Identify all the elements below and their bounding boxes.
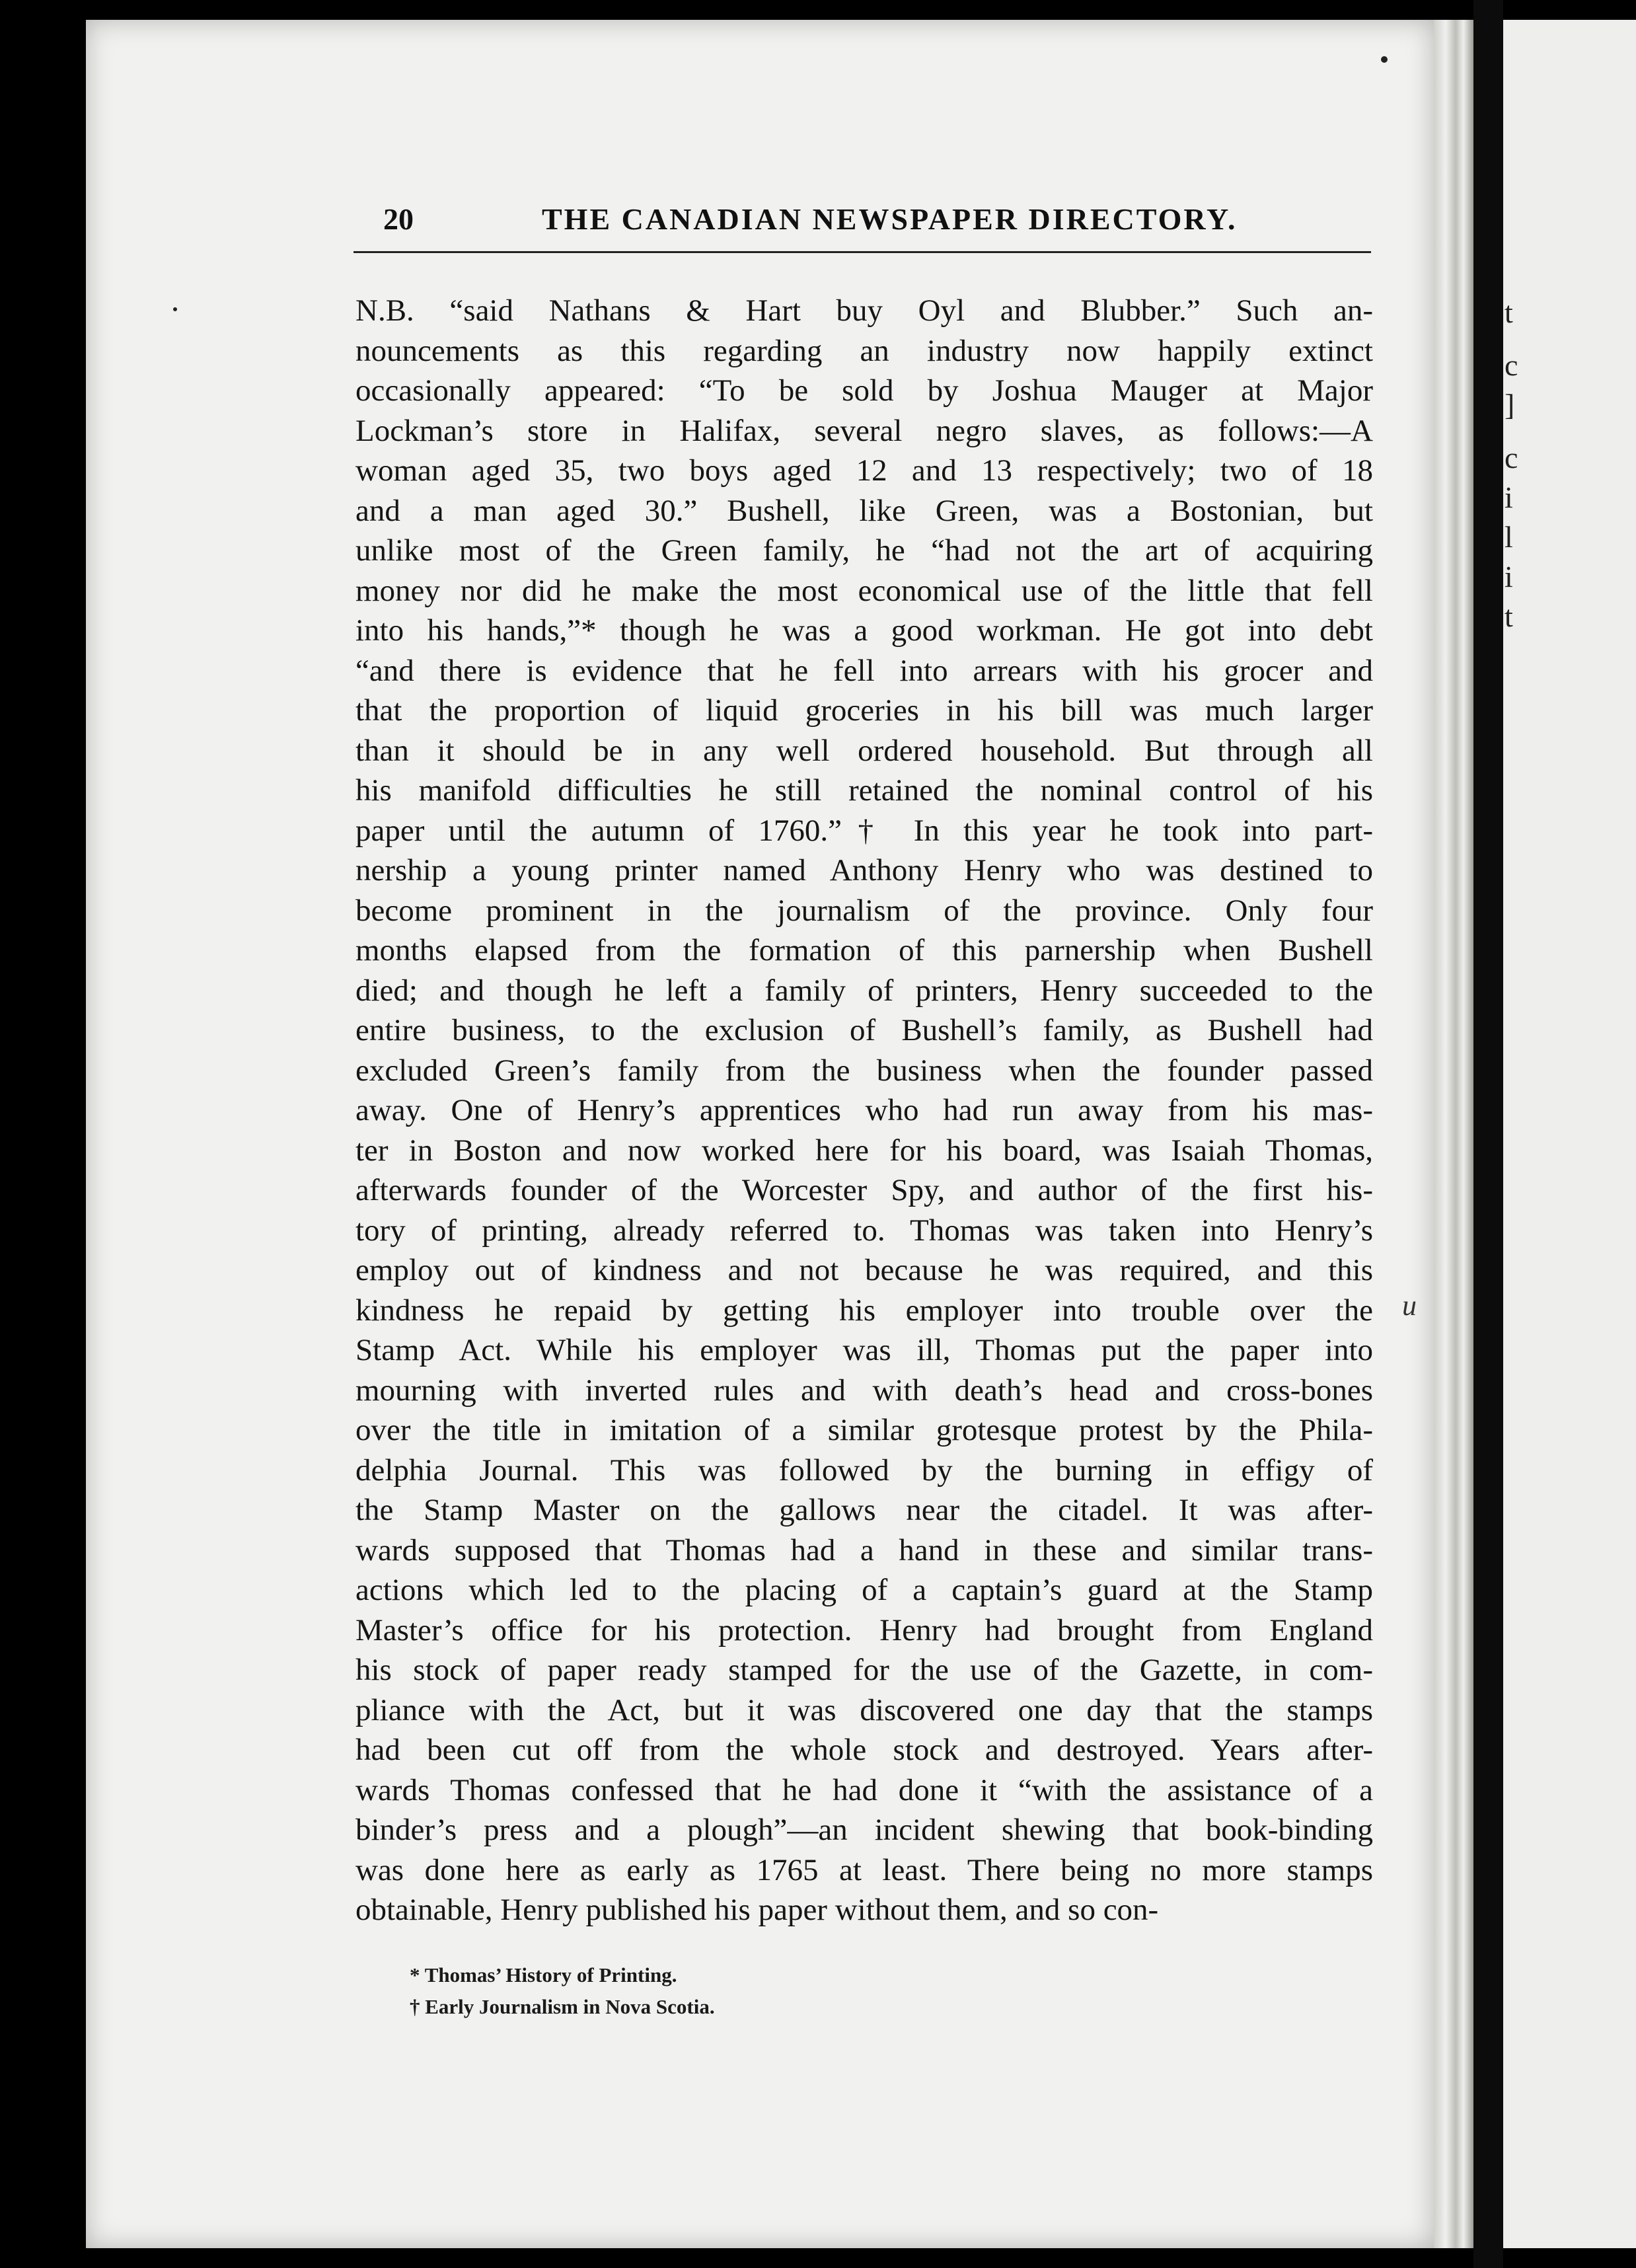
text-line: binder’s press and a plough”—an incident shewing that book-binding [355, 1813, 1373, 1847]
text-line: Master’s office for his protection. Henry had brought from England [355, 1612, 1373, 1647]
text-line: over the title in imitation of a similar grotesque protest by the Phila- [355, 1413, 1373, 1447]
next-page-fragment: t [1505, 295, 1513, 329]
margin-correction-mark: u [1402, 1289, 1417, 1322]
next-page-fragment: c [1505, 348, 1518, 382]
next-page-edge [1503, 20, 1636, 2248]
footnotes [410, 1959, 1203, 2023]
next-page-fragment: c [1505, 441, 1518, 474]
text-line: obtainable, Henry published his paper without them, and so con- [355, 1893, 1159, 1927]
page-header [383, 202, 1374, 241]
text-line: away. One of Henry’s apprentices who had run away from his mas- [355, 1093, 1373, 1127]
text-line: paper until the autumn of 1760.”† In this year he took into part- [355, 813, 1373, 848]
body-text [355, 291, 1373, 1930]
text-line: become prominent in the journalism of the province. Only four [355, 893, 1373, 928]
text-line: actions which led to the placing of a captain’s guard at the Stamp [355, 1573, 1373, 1607]
next-page-fragment: i [1505, 560, 1513, 593]
text-line: wards supposed that Thomas had a hand in these and similar trans- [355, 1532, 1373, 1568]
text-line: mourning with inverted rules and with death’s head and cross-bones [355, 1373, 1373, 1408]
text-line: N.B. “said Nathans & Hart buy Oyl and Blubber.” Such an- [355, 293, 1373, 328]
footnote: † Early Journalism in Nova Scotia. [410, 1995, 715, 2018]
text-line: woman aged 35, two boys aged 12 and 13 respectively; two of 18 [355, 453, 1373, 488]
text-line: Stamp Act. While his employer was ill, Thomas put the paper into [355, 1333, 1373, 1367]
text-line: and a man aged 30.” Bushell, like Green, was a Bostonian, but [355, 493, 1373, 528]
header-rule [353, 251, 1371, 253]
next-page-fragment: ] [1505, 388, 1515, 422]
text-line: kindness he repaid by getting his employer into trouble over the [355, 1293, 1373, 1328]
running-title: THE CANADIAN NEWSPAPER DIRECTORY. [542, 202, 1238, 236]
text-line: tory of printing, already referred to. Thomas was taken into Henry’s [355, 1213, 1373, 1248]
text-line: money nor did he make the most economical use of the little that fell [355, 573, 1373, 608]
next-page-fragment: i [1505, 480, 1513, 514]
footnote: * Thomas’ History of Printing. [410, 1963, 677, 1986]
next-page-fragment: t [1505, 599, 1513, 633]
text-line: than it should be in any well ordered household. But through all [355, 733, 1373, 768]
text-line: excluded Green’s family from the business when the founder passed [355, 1053, 1373, 1088]
text-line: was done here as early as 1765 at least. There being no more stamps [355, 1852, 1373, 1887]
text-line: “and there is evidence that he fell into arrears with his grocer and [355, 653, 1373, 688]
text-line: died; and though he left a family of printers, Henry succeeded to the [355, 973, 1373, 1008]
next-page-fragment: l [1505, 520, 1513, 554]
text-line: unlike most of the Green family, he “had not the art of acquiring [355, 533, 1373, 568]
text-line: occasionally appeared: “To be sold by Joshua Mauger at Major [355, 373, 1373, 408]
text-line: his stock of paper ready stamped for the use of the Gazette, in com- [355, 1653, 1373, 1687]
page-edge [1434, 20, 1473, 2248]
text-line: had been cut off from the whole stock and destroyed. Years after- [355, 1733, 1373, 1767]
text-line: Lockman’s store in Halifax, several negro slaves, as follows:—A [355, 413, 1373, 448]
text-line: entire business, to the exclusion of Bushell’s family, as Bushell had [355, 1013, 1373, 1047]
text-line: nouncements as this regarding an industry now happily extinct [355, 333, 1373, 368]
text-line: ter in Boston and now worked here for his board, was Isaiah Thomas, [355, 1133, 1373, 1168]
ink-speck [1381, 56, 1388, 63]
text-line: that the proportion of liquid groceries in his bill was much larger [355, 693, 1373, 728]
text-line: delphia Journal. This was followed by the burning in effigy of [355, 1453, 1373, 1488]
text-line: the Stamp Master on the gallows near the citadel. It was after- [355, 1493, 1373, 1527]
text-line: wards Thomas confessed that he had done it “with the assistance of a [355, 1772, 1373, 1807]
text-line: nership a young printer named Anthony Henry who was destined to [355, 853, 1373, 888]
text-line: into his hands,”* though he was a good workman. He got into debt [355, 613, 1373, 648]
page-number: 20 [383, 202, 414, 236]
ink-speck [173, 307, 177, 311]
binding-gutter [1473, 0, 1503, 2268]
text-line: his manifold difficulties he still retained the nominal control of his [355, 773, 1373, 808]
text-line: pliance with the Act, but it was discovered one day that the stamps [355, 1692, 1373, 1727]
text-line: afterwards founder of the Worcester Spy, and author of the first his- [355, 1173, 1373, 1207]
text-line: employ out of kindness and not because he was required, and this [355, 1253, 1373, 1287]
text-line: months elapsed from the formation of this parnership when Bushell [355, 933, 1373, 967]
